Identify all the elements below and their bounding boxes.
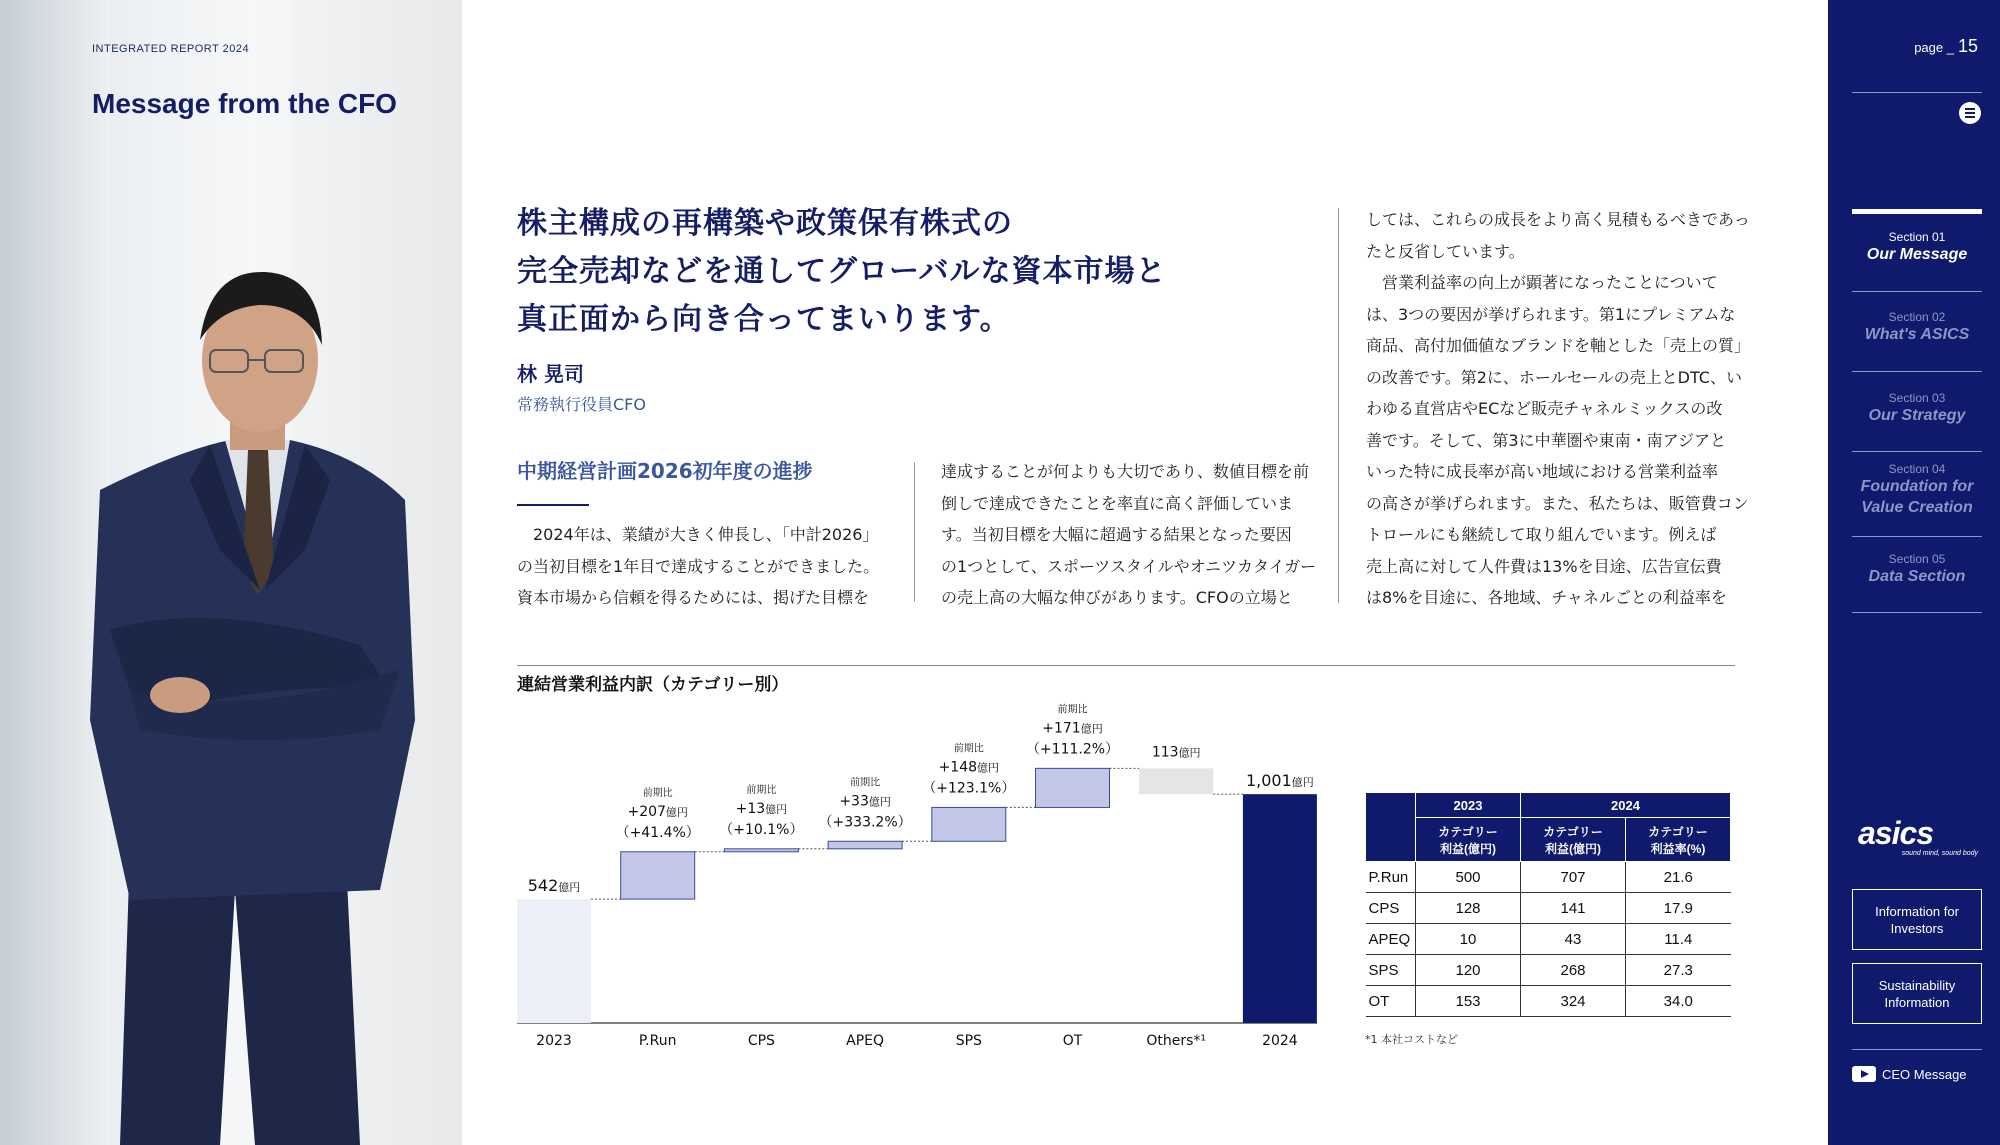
body-line: たと反省しています。 bbox=[1366, 241, 1525, 261]
body-line: 達成することが何よりも大切であり、数値目標を前 bbox=[941, 462, 1310, 481]
col-header bbox=[1416, 818, 1521, 862]
cfo-photo-panel bbox=[0, 0, 462, 1145]
yoy-label: 前期比 bbox=[746, 784, 777, 796]
body-line: 2024年は、業績が大きく伸長し、「中計2026」 bbox=[517, 525, 879, 544]
body-line: す。当初目標を大幅に超過する結果となった要因 bbox=[941, 525, 1292, 544]
cell: 707 bbox=[1521, 862, 1626, 893]
section-name: Data Section bbox=[1868, 568, 1966, 585]
yoy-label: 前期比 bbox=[953, 743, 984, 755]
sustainability-button[interactable]: Sustainability Information bbox=[1852, 963, 1982, 1024]
table-row bbox=[1366, 893, 1731, 924]
cfo-role: 常務執行役員CFO bbox=[517, 395, 646, 414]
category-label: Others*¹ bbox=[1146, 1033, 1207, 1049]
body-line: の1つとして、スポーツスタイルやオニツカタイガー bbox=[941, 556, 1317, 576]
value-label: +148億円 bbox=[938, 759, 1000, 776]
nav-divider bbox=[1852, 92, 1982, 93]
section-name: What's ASICS bbox=[1864, 326, 1970, 343]
section-number: Section 05 bbox=[1888, 552, 1946, 566]
body-line: は、3つの要因が挙げられます。第1にプレミアムな bbox=[1366, 304, 1736, 324]
bar-ot bbox=[1036, 768, 1110, 807]
body-line: トロールにも継続して取り組んでいます。例えば bbox=[1366, 525, 1717, 544]
page-number: 15 bbox=[1957, 36, 1978, 56]
pct-label: （+333.2%） bbox=[818, 814, 912, 831]
cell: 43 bbox=[1521, 924, 1626, 955]
category-label: 2023 bbox=[536, 1033, 572, 1049]
col-header-line: カテゴリー bbox=[1648, 824, 1708, 839]
cell: 141 bbox=[1521, 893, 1626, 924]
value-label: 113億円 bbox=[1151, 744, 1201, 761]
body-column-2 bbox=[941, 456, 1316, 614]
year-header-2024: 2024 bbox=[1521, 793, 1731, 818]
year-header-2023: 2023 bbox=[1416, 793, 1521, 818]
waterfall-chart bbox=[517, 690, 1317, 1060]
nav-section-02[interactable] bbox=[1852, 310, 1982, 345]
bar-2023 bbox=[517, 899, 591, 1023]
pct-label: （+123.1%） bbox=[922, 780, 1016, 797]
body-line: 営業利益率の向上が顕著になったことについて bbox=[1366, 273, 1718, 292]
section-name: Foundation for Value Creation bbox=[1860, 478, 1974, 516]
yoy-label: 前期比 bbox=[1057, 704, 1088, 716]
ceo-message-label: CEO Message bbox=[1882, 1066, 1967, 1082]
section-heading: 中期経営計画2026初年度の進捗 bbox=[517, 459, 813, 483]
cfo-portrait bbox=[60, 250, 440, 1145]
nav-divider bbox=[1852, 612, 1982, 613]
bar-apeq bbox=[828, 841, 902, 849]
nav-divider bbox=[1852, 451, 1982, 452]
nav-section-03[interactable] bbox=[1852, 391, 1982, 426]
table-footnote: *1 本社コストなど bbox=[1365, 1033, 1458, 1046]
bar-prun bbox=[621, 852, 695, 899]
cfo-name: 林 晃司 bbox=[517, 362, 584, 386]
body-line: いった特に成長率が高い地域における営業利益率 bbox=[1366, 462, 1719, 481]
col-header-line: 利益(億円) bbox=[1440, 841, 1496, 856]
bar-cps bbox=[724, 849, 798, 852]
headline bbox=[517, 200, 1277, 344]
chart-top-rule bbox=[517, 665, 1735, 666]
body-line: の売上高の大幅な伸びがあります。CFOの立場と bbox=[941, 588, 1293, 607]
nav-section-01[interactable] bbox=[1852, 230, 1982, 265]
body-line: の高さが挙げられます。また、私たちは、販管費コン bbox=[1366, 493, 1749, 513]
cell: 34.0 bbox=[1626, 986, 1731, 1017]
cell: 27.3 bbox=[1626, 955, 1731, 986]
body-line: 商品、高付加価値なブランドを軸とした「売上の質」 bbox=[1366, 336, 1751, 355]
cell: 500 bbox=[1416, 862, 1521, 893]
logo-wordmark: asics bbox=[1858, 815, 1934, 851]
value-label: +33億円 bbox=[839, 793, 891, 810]
pct-label: （+10.1%） bbox=[719, 821, 804, 838]
bar-sps bbox=[932, 807, 1006, 841]
body-line: 資本市場から信頼を得るためには、掲げた目標を bbox=[517, 588, 870, 607]
body-line: 売上高に対して人件費は13%を目途、広告宣伝費 bbox=[1366, 556, 1722, 576]
bar-2024 bbox=[1243, 794, 1317, 1023]
column-divider bbox=[914, 462, 915, 602]
col-header-line: カテゴリー bbox=[1438, 824, 1498, 839]
table-corner bbox=[1366, 793, 1416, 862]
nav-divider bbox=[1852, 291, 1982, 292]
value-label: +207億円 bbox=[627, 803, 688, 820]
body-line: しては、これらの成長をより高く見積もるべきであっ bbox=[1366, 210, 1750, 229]
col-header bbox=[1521, 818, 1626, 862]
value-label: +171億円 bbox=[1042, 720, 1103, 737]
category-label: OT bbox=[1062, 1033, 1083, 1049]
headline-line: 完全売却などを通してグローバルな資本市場と bbox=[517, 254, 1167, 289]
section-number: Section 04 bbox=[1888, 462, 1946, 476]
col-header-line: 利益(億円) bbox=[1545, 841, 1601, 856]
body-line: 倒しで達成できたことを率直に高く評価していま bbox=[941, 493, 1294, 513]
row-label: SPS bbox=[1366, 955, 1416, 986]
table-row bbox=[1366, 986, 1731, 1017]
section-number: Section 02 bbox=[1888, 310, 1946, 324]
report-label: INTEGRATED REPORT 2024 bbox=[92, 43, 250, 55]
category-label: 2024 bbox=[1262, 1033, 1298, 1049]
category-label: APEQ bbox=[846, 1033, 885, 1049]
logo-tagline: sound mind, sound body bbox=[1901, 850, 1978, 857]
cell: 128 bbox=[1416, 893, 1521, 924]
row-label: APEQ bbox=[1366, 924, 1416, 955]
col-header-line: 利益率(%) bbox=[1650, 841, 1706, 856]
section-name: Our Message bbox=[1866, 246, 1968, 263]
table-row bbox=[1366, 955, 1731, 986]
asics-logo[interactable] bbox=[1858, 815, 1978, 857]
body-line: わゆる直営店やECなど販売チャネルミックスの改 bbox=[1366, 399, 1723, 418]
body-line: 善です。そして、第3に中華圏や東南・南アジアと bbox=[1366, 430, 1726, 450]
col-header bbox=[1626, 818, 1731, 862]
category-label: CPS bbox=[747, 1033, 775, 1049]
row-label: OT bbox=[1366, 986, 1416, 1017]
nav-divider bbox=[1852, 1049, 1982, 1050]
section-number: Section 03 bbox=[1888, 391, 1946, 405]
cell: 120 bbox=[1416, 955, 1521, 986]
pct-label: （+41.4%） bbox=[615, 824, 700, 841]
cell: 21.6 bbox=[1626, 862, 1731, 893]
cell: 153 bbox=[1416, 986, 1521, 1017]
category-label: SPS bbox=[955, 1033, 982, 1049]
ceo-message-link[interactable] bbox=[1852, 1066, 1967, 1082]
cell: 324 bbox=[1521, 986, 1626, 1017]
chart-title: 連結営業利益内訳（カテゴリー別） bbox=[517, 675, 789, 695]
section-rule bbox=[517, 504, 589, 506]
cell: 17.9 bbox=[1626, 893, 1731, 924]
body-column-1 bbox=[517, 519, 879, 614]
nav-section-05[interactable] bbox=[1852, 552, 1982, 587]
pct-label: （+111.2%） bbox=[1025, 741, 1120, 758]
section-number: Section 01 bbox=[1888, 230, 1946, 244]
headline-line: 真正面から向き合ってまいります。 bbox=[517, 302, 1011, 337]
page-prefix: page _ bbox=[1914, 40, 1954, 55]
value-label: 542億円 bbox=[527, 876, 581, 896]
body-line: は8%を目途に、各地域、チャネルごとの利益率を bbox=[1366, 588, 1727, 607]
column-divider bbox=[1338, 208, 1339, 603]
yoy-label: 前期比 bbox=[850, 777, 881, 789]
headline-line: 株主構成の再構築や政策保有株式の bbox=[517, 206, 1013, 241]
value-label: +13億円 bbox=[735, 800, 788, 817]
body-column-3 bbox=[1366, 204, 1750, 614]
menu-icon[interactable] bbox=[1959, 102, 1981, 124]
body-line: の改善です。第2に、ホールセールの売上とDTC、い bbox=[1366, 367, 1742, 387]
yoy-label: 前期比 bbox=[642, 787, 673, 799]
row-label: CPS bbox=[1366, 893, 1416, 924]
page-indicator bbox=[1914, 36, 1978, 57]
col-header-line: カテゴリー bbox=[1543, 824, 1603, 839]
side-navigation bbox=[1828, 0, 2000, 1145]
investors-button[interactable]: Information for Investors bbox=[1852, 889, 1982, 950]
value-label: 1,001億円 bbox=[1245, 771, 1314, 791]
table-row bbox=[1366, 862, 1731, 893]
page-title: Message from the CFO bbox=[92, 88, 397, 119]
section-name: Our Strategy bbox=[1868, 407, 1966, 424]
category-label: P.Run bbox=[638, 1033, 677, 1049]
active-section-indicator bbox=[1852, 209, 1982, 214]
nav-divider bbox=[1852, 536, 1982, 537]
row-label: P.Run bbox=[1366, 862, 1416, 893]
cell: 268 bbox=[1521, 955, 1626, 986]
bar-others bbox=[1139, 768, 1213, 794]
table-row bbox=[1366, 924, 1731, 955]
nav-section-04[interactable] bbox=[1852, 462, 1982, 518]
cell: 11.4 bbox=[1626, 924, 1731, 955]
body-line: の当初目標を1年目で達成することができました。 bbox=[517, 556, 880, 576]
nav-divider bbox=[1852, 371, 1982, 372]
play-icon bbox=[1852, 1066, 1876, 1082]
category-profit-table bbox=[1365, 792, 1731, 1017]
cell: 10 bbox=[1416, 924, 1521, 955]
